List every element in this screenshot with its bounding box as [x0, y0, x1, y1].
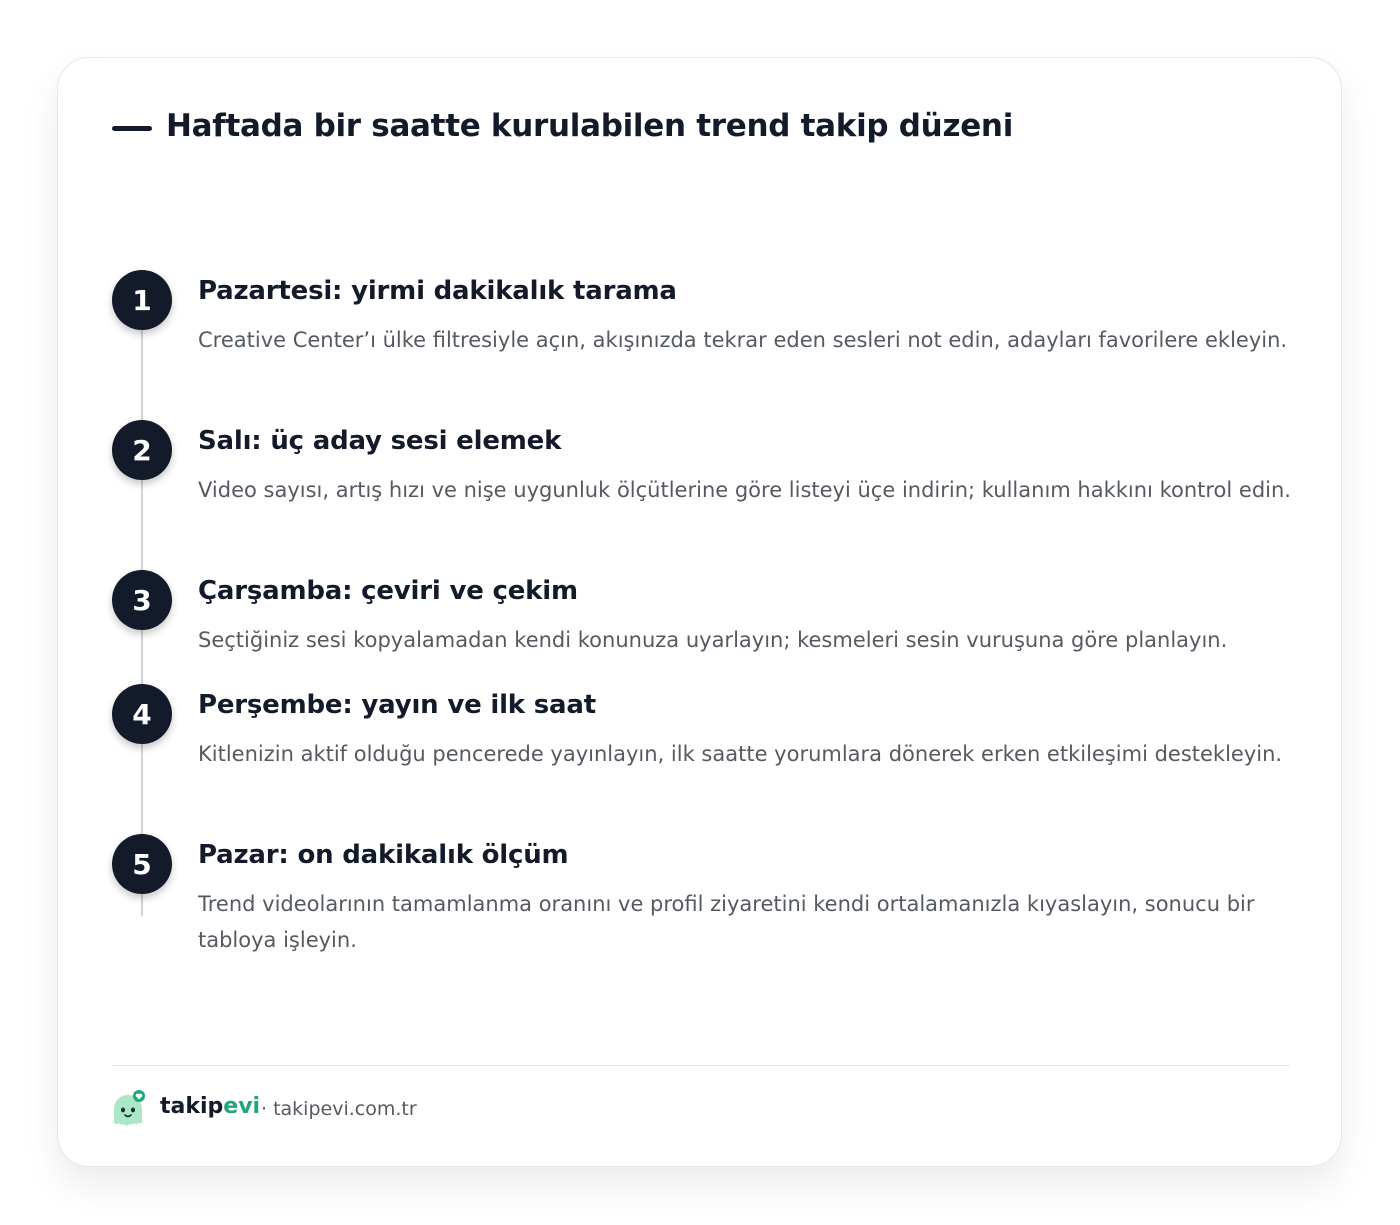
step-title: Pazar: on dakikalık ölçüm: [198, 840, 569, 870]
step-number-badge: 2: [112, 420, 172, 480]
brand-name-part2: evi: [223, 1094, 261, 1119]
step-description: Trend videolarının tamamlanma oranını ve profil ziyaretini kendi ortalamanızla kıyaslayın, sonucu bir tabloya işleyin.: [198, 892, 1255, 952]
step-title: Perşembe: yayın ve ilk saat: [198, 690, 596, 720]
step-title: Çarşamba: çeviri ve çekim: [198, 576, 578, 606]
step-description: Kitlenizin aktif olduğu pencerede yayınlayın, ilk saatte yorumlara dönerek erken etkileşimi destekleyin.: [198, 742, 1283, 766]
brand-name-part1: takip: [160, 1094, 224, 1119]
brand-url: · takipevi.com.tr: [261, 1098, 417, 1120]
step-title: Pazartesi: yirmi dakikalık tarama: [198, 276, 677, 306]
title-dash: [112, 126, 152, 131]
step-number-badge: 4: [112, 684, 172, 744]
step-description: Creative Center’ı ülke filtresiyle açın, akışınızda tekrar eden sesleri not edin, adayları favorilere ekleyin.: [198, 328, 1288, 352]
brand-name: [160, 1094, 260, 1119]
step-number-badge: 1: [112, 270, 172, 330]
page-title: Haftada bir saatte kurulabilen trend takip düzeni: [166, 108, 1014, 144]
step-description: Seçtiğiniz sesi kopyalamadan kendi konunuza uyarlayın; kesmeleri sesin vuruşuna göre planlayın.: [198, 628, 1228, 652]
step-title: Salı: üç aday sesi elemek: [198, 426, 562, 456]
step-number-badge: 3: [112, 570, 172, 630]
footer-divider: [112, 1065, 1290, 1066]
step-description: Video sayısı, artış hızı ve nişe uygunluk ölçütlerine göre listeyi üçe indirin; kullanım hakkını kontrol edin.: [198, 478, 1291, 502]
step-number-badge: 5: [112, 834, 172, 894]
ghost-mascot-icon: [110, 1088, 148, 1130]
content-card: [57, 57, 1342, 1167]
